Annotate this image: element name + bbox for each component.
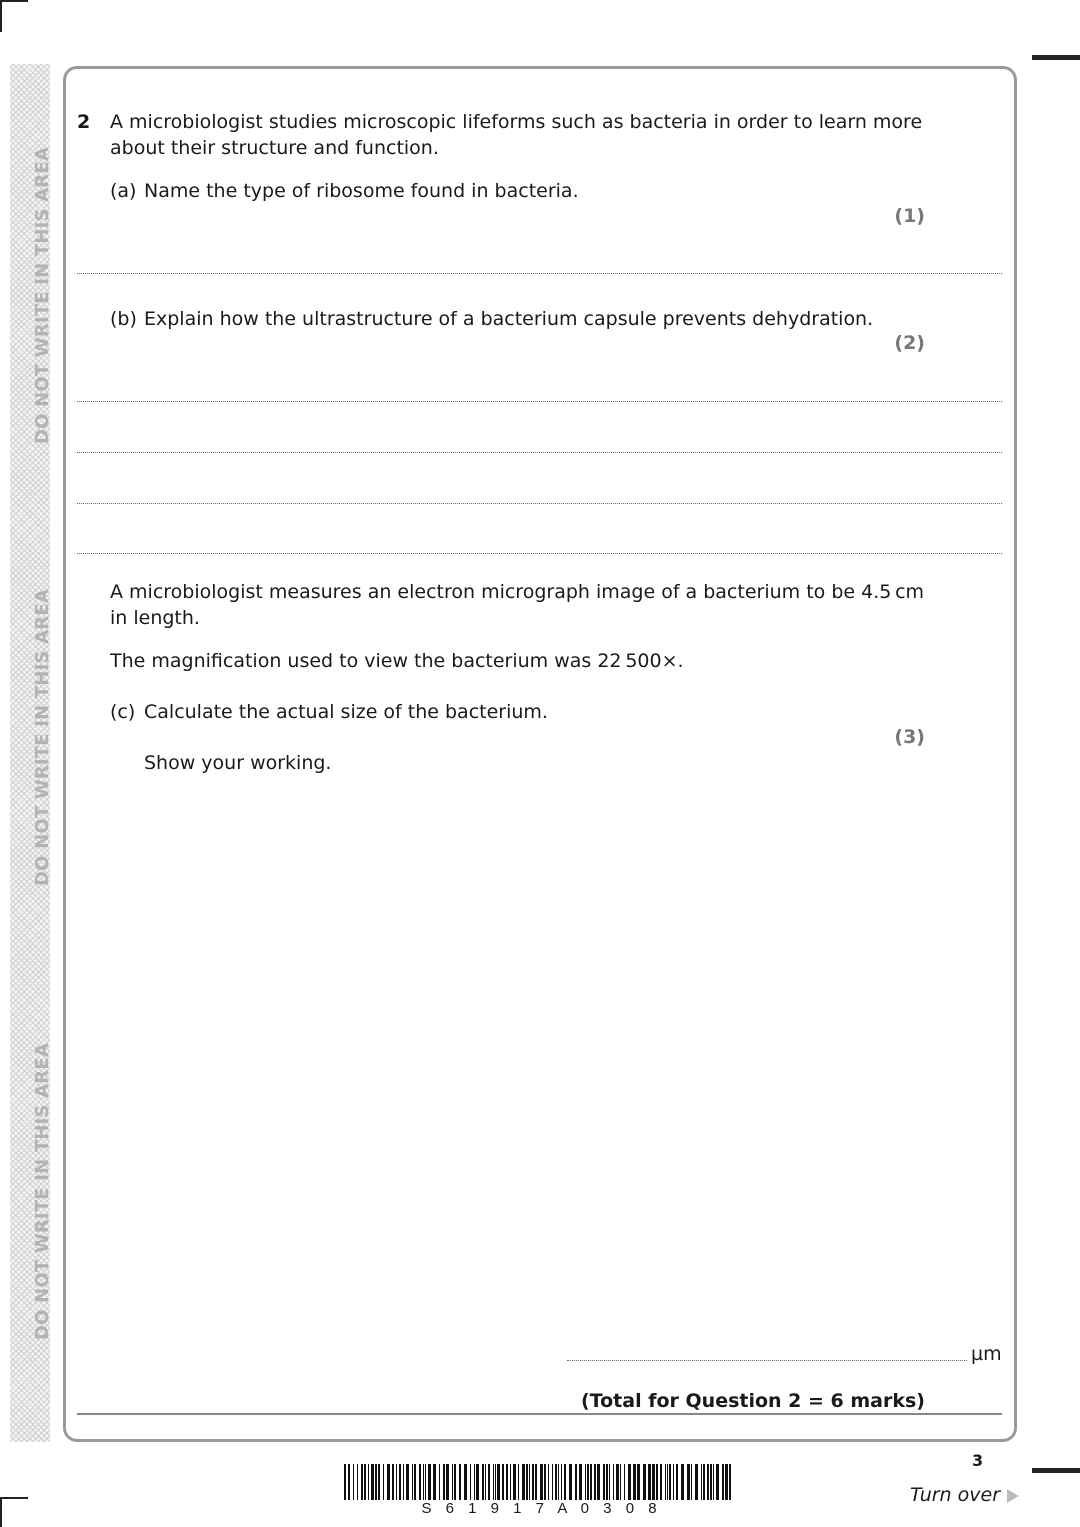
barcode-bar bbox=[707, 1464, 709, 1500]
barcode-bar bbox=[371, 1464, 374, 1500]
barcode-bar bbox=[433, 1464, 436, 1500]
barcode-bar bbox=[474, 1464, 475, 1500]
barcode-bar bbox=[446, 1464, 449, 1500]
barcode-bar bbox=[425, 1464, 426, 1500]
part-c-instruction: Show your working. bbox=[144, 752, 332, 774]
barcode-bar bbox=[594, 1464, 596, 1500]
barcode-bar bbox=[526, 1464, 528, 1500]
barcode-bar bbox=[624, 1464, 625, 1500]
barcode-bar bbox=[399, 1464, 401, 1500]
barcode-bar bbox=[569, 1464, 572, 1500]
barcode-bar bbox=[695, 1464, 698, 1500]
answer-line[interactable] bbox=[77, 503, 1002, 504]
crop-mark bbox=[0, 0, 28, 2]
barcode-bar bbox=[667, 1464, 668, 1500]
barcode-bar bbox=[488, 1464, 490, 1500]
barcode-bar bbox=[703, 1464, 705, 1500]
barcode-bar bbox=[506, 1464, 508, 1500]
barcode-text: S 6 1 9 1 7 A 0 3 0 8 bbox=[421, 1500, 659, 1517]
barcode-bar bbox=[681, 1464, 684, 1500]
part-a-label: (a) bbox=[110, 180, 137, 202]
do-not-write-margin bbox=[10, 64, 53, 1442]
barcode-bar bbox=[495, 1464, 496, 1500]
barcode-bar bbox=[476, 1464, 479, 1500]
barcode-bar bbox=[555, 1464, 557, 1500]
barcode-bar bbox=[637, 1464, 640, 1500]
barcode-bar bbox=[648, 1464, 651, 1500]
barcode-bar bbox=[485, 1464, 486, 1500]
barcode-bar bbox=[535, 1464, 537, 1500]
barcode-bar bbox=[540, 1464, 543, 1500]
barcode-bar bbox=[701, 1464, 702, 1500]
barcode-bar bbox=[443, 1464, 445, 1500]
question-number: 2 bbox=[77, 111, 91, 133]
barcode-bar bbox=[344, 1464, 346, 1500]
barcode-bar bbox=[464, 1464, 467, 1500]
unit-label: µm bbox=[971, 1343, 1002, 1365]
barcode-bar bbox=[452, 1464, 453, 1500]
barcode-bar bbox=[529, 1464, 530, 1500]
part-c-label: (c) bbox=[110, 701, 136, 723]
barcode-bar bbox=[361, 1464, 363, 1500]
final-answer-line[interactable] bbox=[567, 1360, 967, 1361]
answer-line[interactable] bbox=[77, 553, 1002, 554]
barcode-bar bbox=[660, 1464, 662, 1500]
question-intro: A microbiologist studies microscopic lifeforms such as bacteria in order to learn more bbox=[110, 111, 923, 133]
barcode-bar bbox=[513, 1464, 516, 1500]
barcode-bar bbox=[564, 1464, 566, 1500]
barcode-bar bbox=[544, 1464, 546, 1500]
barcode-bar bbox=[403, 1464, 404, 1500]
barcode-bar bbox=[412, 1464, 413, 1500]
part-a-text: Name the type of ribosome found in bacteria. bbox=[144, 180, 579, 202]
barcode-bar bbox=[396, 1464, 397, 1500]
barcode-bar bbox=[552, 1464, 553, 1500]
part-c-text: Calculate the actual size of the bacterium. bbox=[144, 701, 548, 723]
barcode-bar bbox=[616, 1464, 619, 1500]
margin-warning: DO NOT WRITE IN THIS AREA bbox=[32, 589, 53, 886]
margin-warning: DO NOT WRITE IN THIS AREA bbox=[32, 1043, 53, 1340]
barcode-bar bbox=[729, 1464, 731, 1500]
barcode-bar bbox=[518, 1464, 519, 1500]
barcode-bar bbox=[725, 1464, 728, 1500]
barcode-bar bbox=[406, 1464, 409, 1500]
barcode-bar bbox=[665, 1464, 666, 1500]
total-marks: (Total for Question 2 = 6 marks) bbox=[581, 1390, 925, 1412]
barcode-bar bbox=[597, 1464, 600, 1500]
crop-mark bbox=[0, 1497, 2, 1527]
barcode-bar bbox=[419, 1464, 421, 1500]
barcode-bar bbox=[548, 1464, 549, 1500]
answer-line[interactable] bbox=[77, 452, 1002, 453]
barcode-bar bbox=[532, 1464, 534, 1500]
barcode-bar bbox=[676, 1464, 678, 1500]
crop-mark bbox=[1032, 55, 1080, 60]
arrow-right-icon bbox=[1007, 1489, 1019, 1503]
barcode-bar bbox=[710, 1464, 712, 1500]
barcode-bar bbox=[713, 1464, 714, 1500]
divider bbox=[77, 1413, 1002, 1415]
turn-over: Turn over bbox=[910, 1484, 1000, 1506]
part-b-text: Explain how the ultrastructure of a bacterium capsule prevents dehydration. bbox=[144, 308, 874, 330]
barcode-bar bbox=[561, 1464, 562, 1500]
barcode-bar bbox=[669, 1464, 671, 1500]
barcode-bar bbox=[613, 1464, 614, 1500]
barcode-bar bbox=[368, 1464, 369, 1500]
barcode-bar bbox=[575, 1464, 577, 1500]
barcode-bar bbox=[620, 1464, 621, 1500]
barcode-bar bbox=[497, 1464, 500, 1500]
barcode-bar bbox=[383, 1464, 384, 1500]
barcode-bar bbox=[510, 1464, 511, 1500]
barcode-bar bbox=[353, 1464, 354, 1500]
barcode-bar bbox=[414, 1464, 416, 1500]
barcode-bar bbox=[673, 1464, 674, 1500]
barcode-bar bbox=[558, 1464, 559, 1500]
barcode-bar bbox=[454, 1464, 456, 1500]
barcode-bar bbox=[722, 1464, 724, 1500]
barcode-bar bbox=[633, 1464, 636, 1500]
crop-mark bbox=[0, 0, 2, 32]
part-b-label: (b) bbox=[110, 308, 137, 330]
barcode-bar bbox=[493, 1464, 494, 1500]
barcode-bar bbox=[716, 1464, 719, 1500]
answer-line[interactable] bbox=[77, 273, 1002, 274]
barcode-bar bbox=[387, 1464, 390, 1500]
barcode-bar bbox=[364, 1464, 366, 1500]
barcode-bar bbox=[587, 1464, 589, 1500]
crop-mark bbox=[1032, 1468, 1080, 1473]
barcode-bar bbox=[643, 1464, 646, 1500]
page-number: 3 bbox=[972, 1451, 984, 1470]
barcode bbox=[344, 1464, 734, 1500]
crop-mark bbox=[0, 1497, 28, 1499]
barcode-bar bbox=[691, 1464, 692, 1500]
stem-text: The magnification used to view the bacterium was 22 500×. bbox=[110, 650, 684, 672]
barcode-bar bbox=[392, 1464, 394, 1500]
barcode-bar bbox=[628, 1464, 631, 1500]
question-intro: about their structure and function. bbox=[110, 137, 439, 159]
barcode-bar bbox=[603, 1464, 605, 1500]
barcode-bar bbox=[579, 1464, 582, 1500]
stem-text: A microbiologist measures an electron micrograph image of a bacterium to be 4.5 cm bbox=[110, 581, 925, 603]
barcode-bar bbox=[522, 1464, 525, 1500]
barcode-bar bbox=[609, 1464, 610, 1500]
part-b-marks: (2) bbox=[894, 332, 925, 354]
barcode-bar bbox=[378, 1464, 380, 1500]
barcode-bar bbox=[375, 1464, 377, 1500]
barcode-bar bbox=[357, 1464, 358, 1500]
barcode-bar bbox=[439, 1464, 440, 1500]
barcode-bar bbox=[423, 1464, 424, 1500]
part-a-marks: (1) bbox=[894, 205, 925, 227]
barcode-bar bbox=[687, 1464, 690, 1500]
barcode-bar bbox=[606, 1464, 608, 1500]
barcode-bar bbox=[459, 1464, 461, 1500]
barcode-bar bbox=[470, 1464, 471, 1500]
barcode-bar bbox=[590, 1464, 592, 1500]
barcode-bar bbox=[482, 1464, 484, 1500]
barcode-bar bbox=[502, 1464, 504, 1500]
barcode-bar bbox=[656, 1464, 658, 1500]
barcode-bar bbox=[652, 1464, 655, 1500]
barcode-bar bbox=[348, 1464, 350, 1500]
margin-warning: DO NOT WRITE IN THIS AREA bbox=[32, 147, 53, 444]
stem-text: in length. bbox=[110, 607, 200, 629]
barcode-bar bbox=[585, 1464, 586, 1500]
barcode-bar bbox=[428, 1464, 431, 1500]
part-c-marks: (3) bbox=[894, 726, 925, 748]
answer-line[interactable] bbox=[77, 401, 1002, 402]
